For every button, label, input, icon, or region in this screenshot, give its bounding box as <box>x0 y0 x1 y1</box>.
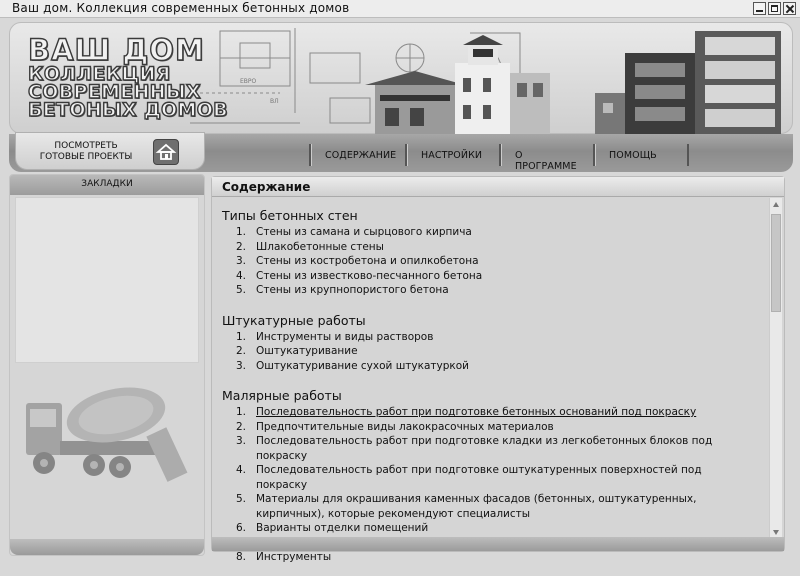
list-item[interactable]: 2. Предпочтительные виды лакокрасочных материалов <box>235 420 554 433</box>
list-item[interactable]: 1. Последовательность работ при подготовке бетонных оснований под покраску <box>235 406 697 418</box>
nav-item-help[interactable]: ПОМОЩЬ <box>593 144 689 166</box>
list-item[interactable]: 8. Инструменты <box>235 551 332 563</box>
section-title: Малярные работы <box>222 388 342 403</box>
svg-text:ВЛ: ВЛ <box>270 98 279 105</box>
section-wall-types <box>222 208 770 298</box>
close-icon[interactable] <box>783 2 796 15</box>
house-image-1 <box>365 33 565 135</box>
contents-panel <box>211 176 785 563</box>
minimize-icon[interactable] <box>753 2 766 15</box>
list-item[interactable]: 2. Шлакобетонные стены <box>235 240 384 253</box>
concrete-mixer-truck-image <box>16 375 196 505</box>
section-title: Типы бетонных стен <box>222 208 358 223</box>
contents-body <box>212 198 770 563</box>
svg-text:ЕВРО: ЕВРО <box>240 78 257 85</box>
window-title: Ваш дом. Коллекция современных бетонных домов <box>12 1 350 15</box>
bookmarks-header <box>10 175 204 195</box>
list-item[interactable]: 4. Последовательность работ при подготовке оштукатуренных поверхностей под покраску <box>235 464 702 491</box>
section-list <box>222 330 770 374</box>
list-item[interactable]: 6. Варианты отделки помещений <box>235 522 429 534</box>
scroll-down-icon[interactable] <box>773 530 779 535</box>
section-list <box>222 225 770 298</box>
contents-footer <box>212 537 784 551</box>
nav-item-contents[interactable]: СОДЕРЖАНИЕ <box>309 144 405 166</box>
brand-title: ВАШ ДОМ <box>28 33 205 67</box>
maximize-icon[interactable] <box>768 2 781 15</box>
brand-logo <box>28 35 228 119</box>
brand-subtitle-3: БЕТОНЫХ ДОМОВ <box>28 99 228 121</box>
bookmarks-panel[interactable] <box>15 197 199 363</box>
nav-item-about[interactable]: О ПРОГРАММЕ <box>499 144 593 166</box>
contents-scrollbar[interactable] <box>769 198 782 539</box>
bookmarks-sidebar <box>9 174 205 556</box>
list-item[interactable]: 3. Оштукатуривание сухой штукатуркой <box>235 359 469 372</box>
list-item[interactable]: 1. Инструменты и виды растворов <box>235 330 434 343</box>
section-plastering <box>222 313 770 374</box>
contents-header: Содержание <box>212 177 784 197</box>
window-titlebar <box>0 0 800 18</box>
house-icon[interactable] <box>153 139 179 165</box>
view-projects-button[interactable] <box>15 132 205 170</box>
list-item[interactable]: 5. Материалы для окрашивания каменных фасадов (бетонных, оштукатуренных, кирпичных), которые рекомендуют специалисты <box>235 493 697 520</box>
sidebar-footer <box>10 539 204 555</box>
view-projects-label: ПОСМОТРЕТЬ ГОТОВЫЕ ПРОЕКТЫ <box>39 141 133 162</box>
window-controls <box>753 2 796 15</box>
main-navbar <box>9 134 793 172</box>
nav-menu <box>309 144 689 172</box>
scroll-thumb[interactable] <box>771 214 781 312</box>
bookmarks-header-label: ЗАКЛАДКИ <box>81 179 133 189</box>
list-item[interactable]: 2. Оштукатуривание <box>235 345 358 357</box>
list-item[interactable]: 4. Стены из известково-песчанного бетона <box>235 269 483 282</box>
scroll-up-icon[interactable] <box>773 202 779 207</box>
brand-subtitle-1: КОЛЛЕКЦИЯ <box>28 63 171 85</box>
nav-item-settings[interactable]: НАСТРОЙКИ <box>405 144 499 166</box>
list-item[interactable]: 1. Стены из самана и сырцового кирпича <box>235 226 472 238</box>
list-item[interactable]: 5. Стены из крупнопористого бетона <box>235 284 449 296</box>
house-image-2 <box>595 31 791 135</box>
brand-subtitle-2: СОВРЕМЕННЫХ <box>28 81 201 103</box>
list-item[interactable]: 3. Стены из костробетона и опилкобетона <box>235 255 479 267</box>
header-banner <box>9 22 793 134</box>
section-title: Штукатурные работы <box>222 312 366 328</box>
list-item[interactable]: 3. Последовательность работ при подготовке кладки из легкобетонных блоков под покраску <box>235 435 713 462</box>
